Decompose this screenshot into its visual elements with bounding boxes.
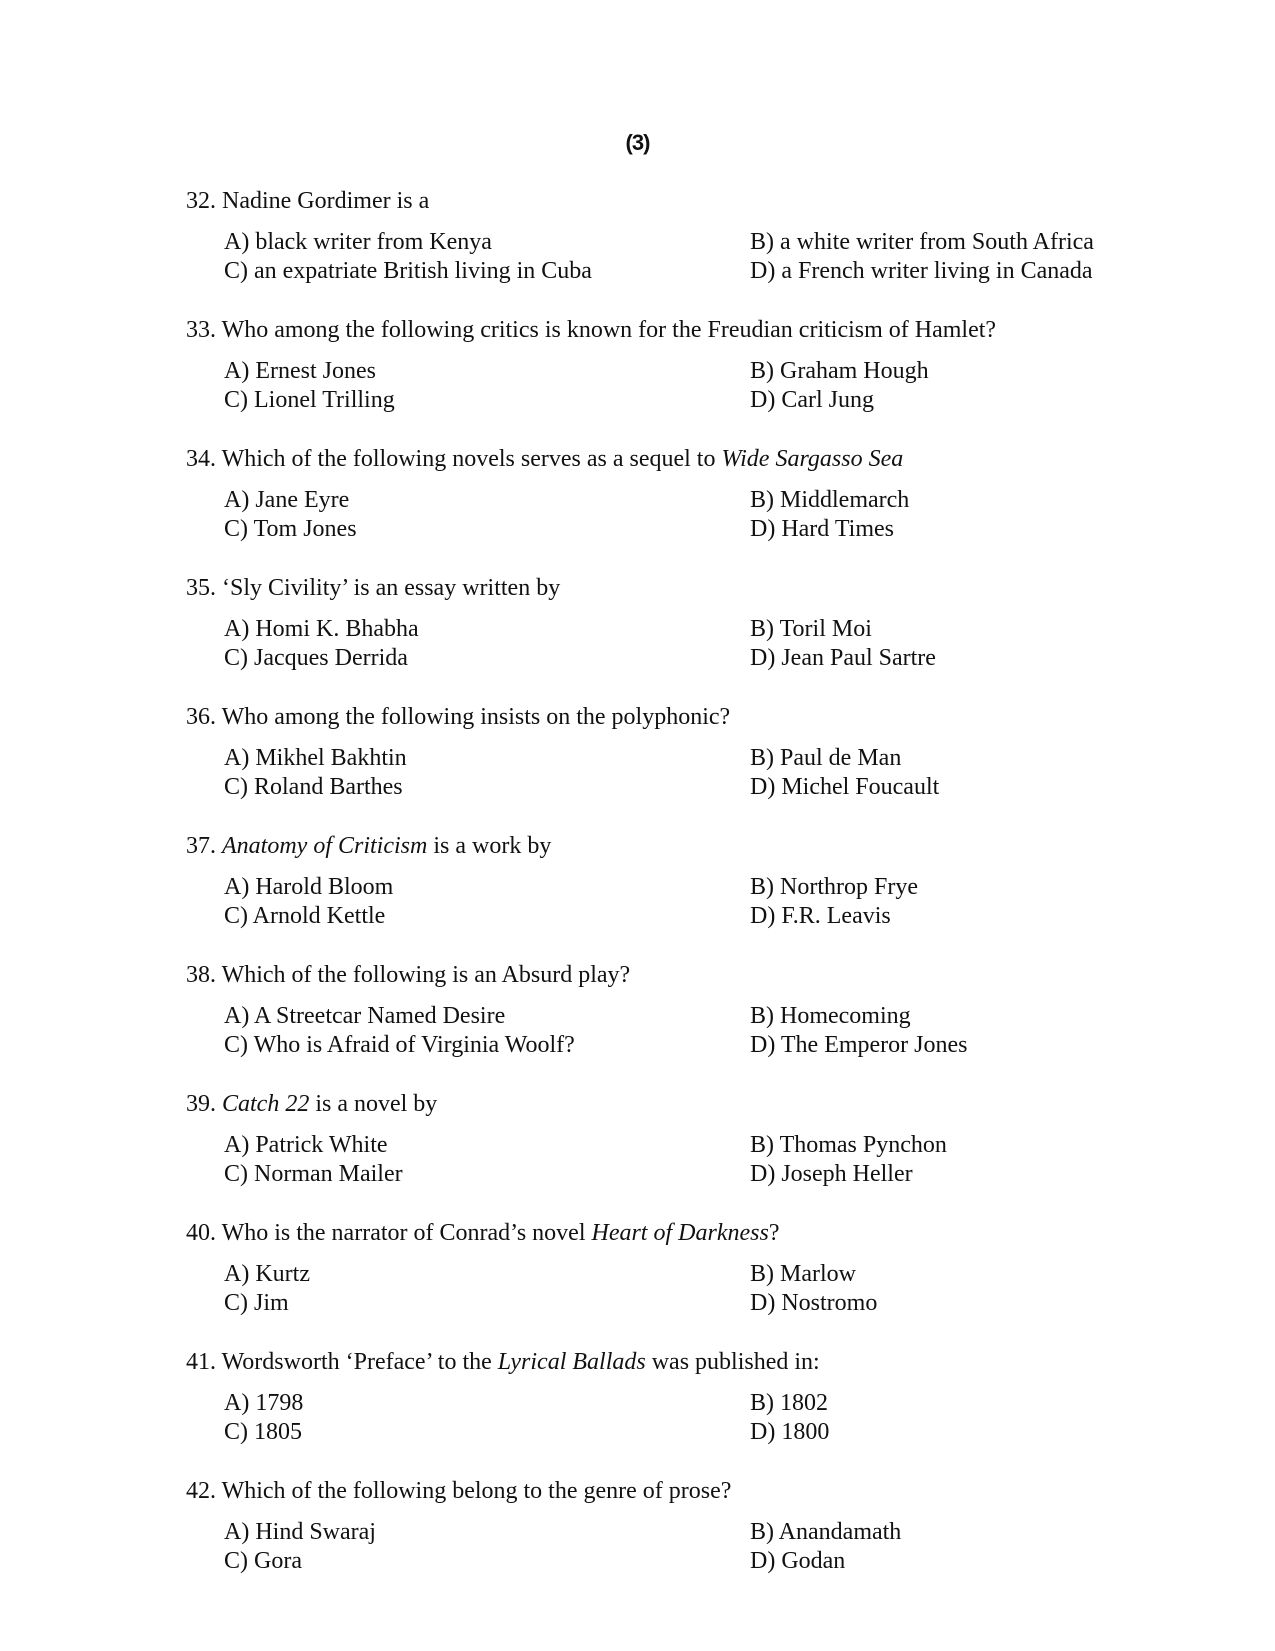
option-d: D) Nostromo <box>750 1290 878 1316</box>
option-b: B) Graham Hough <box>750 358 929 384</box>
option-group <box>186 1518 1166 1576</box>
question-stem: Wordsworth ‘Preface’ to the <box>221 1349 498 1375</box>
option-d: D) Joseph Heller <box>750 1161 913 1187</box>
question-stem-after: ? <box>768 1220 780 1246</box>
question-39 <box>186 1089 1166 1218</box>
option-a: A) Patrick White <box>224 1132 388 1158</box>
question-stem: Who is the narrator of Conrad’s novel <box>221 1220 592 1246</box>
question-stem-after: is a novel by <box>309 1091 438 1117</box>
question-32 <box>186 186 1166 315</box>
question-stem: ‘Sly Civility’ is an essay written by <box>222 575 561 601</box>
question-33 <box>186 315 1166 444</box>
question-35 <box>186 573 1166 702</box>
option-a: A) A Streetcar Named Desire <box>224 1003 506 1029</box>
option-b: B) Northrop Frye <box>750 874 918 900</box>
option-c: C) an expatriate British living in Cuba <box>224 258 592 284</box>
option-group <box>186 744 1166 802</box>
option-group <box>186 228 1166 286</box>
option-c: C) Norman Mailer <box>224 1161 403 1187</box>
question-stem: Who among the following critics is known for the Freudian criticism of Hamlet? <box>221 317 997 343</box>
option-a: A) Jane Eyre <box>224 487 350 513</box>
option-a: A) Ernest Jones <box>224 358 376 384</box>
question-text <box>186 702 1166 732</box>
question-stem: Which of the following belong to the genre of prose? <box>221 1478 732 1504</box>
question-stem-italic: Lyrical Ballads <box>497 1349 646 1375</box>
question-number: 39. <box>186 1091 216 1117</box>
option-d: D) Hard Times <box>750 516 895 542</box>
option-b: B) Marlow <box>750 1261 856 1287</box>
question-41 <box>186 1347 1166 1476</box>
option-c: C) Jacques Derrida <box>224 645 408 671</box>
option-a: A) Harold Bloom <box>224 874 394 900</box>
option-c: C) Arnold Kettle <box>224 903 386 929</box>
question-42 <box>186 1476 1166 1605</box>
option-c: C) Jim <box>224 1290 289 1316</box>
question-number: 42. <box>186 1478 216 1504</box>
option-group <box>186 357 1166 415</box>
option-b: B) Middlemarch <box>750 487 910 513</box>
question-stem-after: was published in: <box>645 1349 820 1375</box>
option-c: C) Gora <box>224 1548 302 1574</box>
option-a: A) Homi K. Bhabha <box>224 616 419 642</box>
option-c: C) Who is Afraid of Virginia Woolf? <box>224 1032 575 1058</box>
question-number: 41. <box>186 1349 216 1375</box>
question-number: 35. <box>186 575 216 601</box>
question-text <box>186 1089 1166 1119</box>
question-number: 38. <box>186 962 216 988</box>
option-b: B) Homecoming <box>750 1003 911 1029</box>
question-text <box>186 315 1166 345</box>
option-group <box>186 873 1166 931</box>
question-stem-italic: Wide Sargasso Sea <box>721 446 904 472</box>
option-group <box>186 1389 1166 1447</box>
question-text <box>186 1218 1166 1248</box>
option-a: A) black writer from Kenya <box>224 229 492 255</box>
option-d: D) Godan <box>750 1548 846 1574</box>
question-text <box>186 1347 1166 1377</box>
question-number: 32. <box>186 188 216 214</box>
option-b: B) Toril Moi <box>750 616 872 642</box>
question-38 <box>186 960 1166 1089</box>
question-text <box>186 573 1166 603</box>
question-number: 37. <box>186 833 216 859</box>
option-c: C) Tom Jones <box>224 516 357 542</box>
option-c: C) Lionel Trilling <box>224 387 395 413</box>
option-d: D) F.R. Leavis <box>750 903 891 929</box>
option-a: A) Kurtz <box>224 1261 310 1287</box>
question-stem-italic: Catch 22 <box>222 1091 310 1117</box>
question-stem: Which of the following novels serves as a sequel to <box>221 446 722 472</box>
question-36 <box>186 702 1166 831</box>
question-number: 34. <box>186 446 216 472</box>
question-stem-after: is a work by <box>427 833 552 859</box>
option-a: A) Mikhel Bakhtin <box>224 745 407 771</box>
option-group <box>186 1002 1166 1060</box>
option-group <box>186 486 1166 544</box>
option-d: D) Michel Foucault <box>750 774 940 800</box>
option-d: D) The Emperor Jones <box>750 1032 968 1058</box>
option-c: C) Roland Barthes <box>224 774 403 800</box>
option-b: B) 1802 <box>750 1390 828 1416</box>
option-b: B) a white writer from South Africa <box>750 229 1094 255</box>
question-number: 40. <box>186 1220 216 1246</box>
option-d: D) a French writer living in Canada <box>750 258 1093 284</box>
question-text <box>186 186 1166 216</box>
question-text <box>186 960 1166 990</box>
question-text <box>186 444 1166 474</box>
option-c: C) 1805 <box>224 1419 302 1445</box>
question-34 <box>186 444 1166 573</box>
option-a: A) 1798 <box>224 1390 304 1416</box>
question-37 <box>186 831 1166 960</box>
option-a: A) Hind Swaraj <box>224 1519 376 1545</box>
question-stem: Nadine Gordimer is a <box>222 188 430 214</box>
question-text <box>186 1476 1166 1506</box>
question-text <box>186 831 1166 861</box>
option-d: D) Carl Jung <box>750 387 874 413</box>
option-b: B) Paul de Man <box>750 745 902 771</box>
question-number: 33. <box>186 317 216 343</box>
option-group <box>186 1260 1166 1318</box>
question-stem: Which of the following is an Absurd play? <box>221 962 631 988</box>
option-group <box>186 1131 1166 1189</box>
question-number: 36. <box>186 704 216 730</box>
question-list <box>186 186 1166 1605</box>
question-stem: Who among the following insists on the polyphonic? <box>221 704 731 730</box>
option-b: B) Thomas Pynchon <box>750 1132 947 1158</box>
question-40 <box>186 1218 1166 1347</box>
question-stem-italic: Anatomy of Criticism <box>222 833 428 859</box>
question-stem-italic: Heart of Darkness <box>591 1220 769 1246</box>
option-d: D) Jean Paul Sartre <box>750 645 936 671</box>
page-number: (3) <box>625 130 650 155</box>
option-d: D) 1800 <box>750 1419 830 1445</box>
option-group <box>186 615 1166 673</box>
option-b: B) Anandamath <box>750 1519 902 1545</box>
